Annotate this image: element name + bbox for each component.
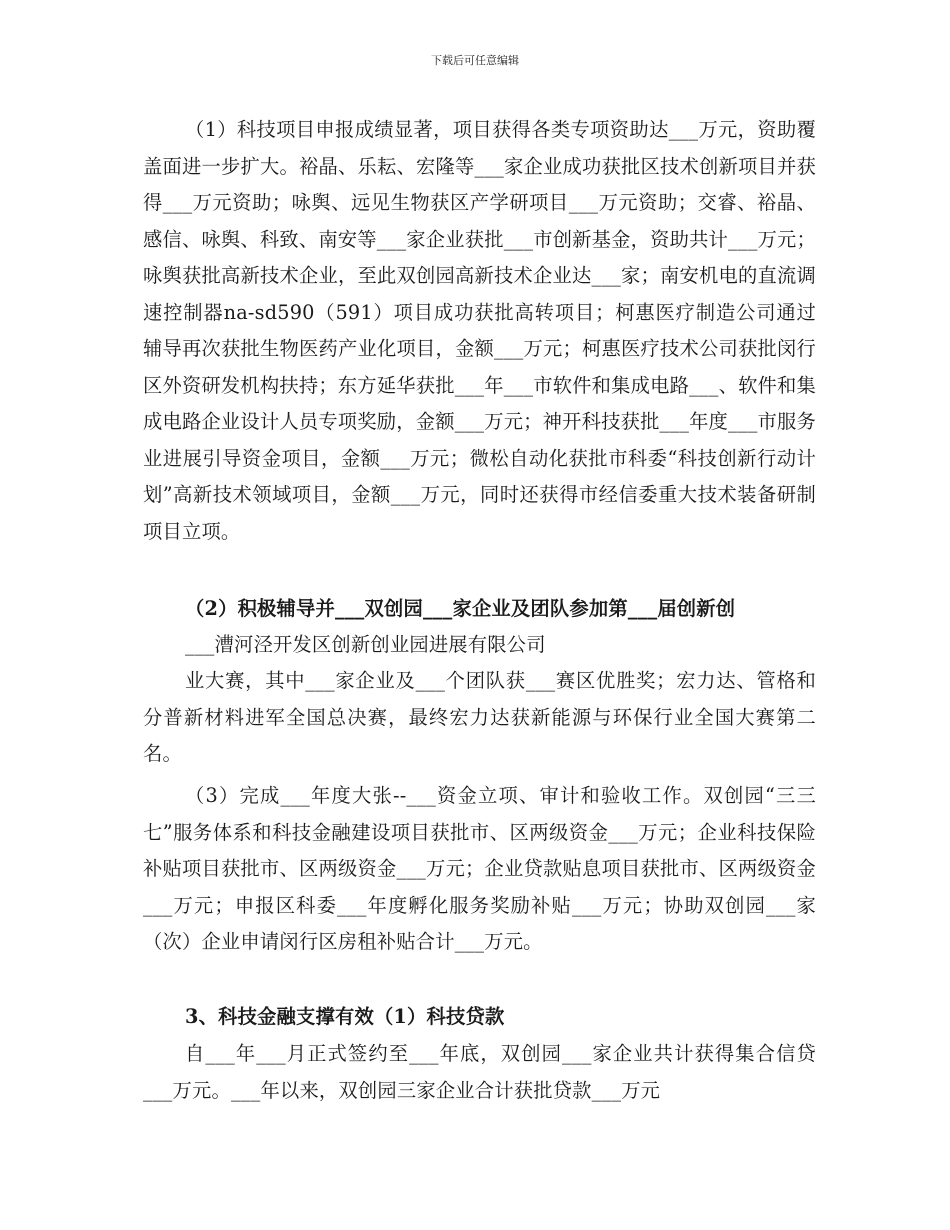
section-heading-tech-finance: 3、科技金融支撑有效（1）科技贷款	[185, 1005, 505, 1028]
paragraph-tech-projects: （1）科技项目申报成绩显著，项目获得各类专项资助达___万元，资助覆盖面进一步扩大。裕晶、乐耘、宏隆等___家企业成功获批区技术创新项目并获得___万元资助；咏舆、远见生物获区产学研项目___万元资助；交睿、裕晶、感信、咏舆、科致、南安等___家企业获批___市创新基金，资助共计___万元；咏舆获批高新技术企业，至此双创园高新技术企业达___家；南安机电的直流调速控制器na-sd590（591）项目成功获批高转项目；柯惠医疗制造公司通过辅导再次获批生物医药产业化项目，金额___万元；柯惠医疗技术公司获批闵行区外资研发机构扶持；东方延华获批___年___市软件和集成电路___、软件和集成电路企业设计人员专项奖励，金额___万元；神开科技获批___年度___市服务业进展引导资金项目，金额___万元；微松自动化获批市科委“科技创新行动计划”高新技术领域项目，金额___万元，同时还获得市经信委重大技术装备研制项目立项。	[143, 118, 816, 543]
paragraph-competition-heading: （2）积极辅导并___双创园___家企业及团队参加第___届创新创	[185, 597, 736, 620]
page-header: 下载后可任意编辑	[431, 54, 519, 67]
paragraph-funding-approval: （3）完成___年度大张--___资金立项、审计和验收工作。双创园“三三七”服务体系和科技金融建设项目获批市、区两级资金___万元；企业科技保险补贴项目获批市、区两级资金___万元；企业贷款贴息项目获批市、区两级资金___万元；申报区科委___年度孵化服务奖励补贴___万元；协助双创园___家（次）企业申请闵行区房租补贴合计___万元。	[143, 784, 816, 953]
company-name-line: ___漕河泾开发区创新创业园进展有限公司	[185, 633, 546, 656]
paragraph-competition-results: 业大赛，其中___家企业及___个团队获___赛区优胜奖；宏力达、管格和分普新材料进军全国总决赛，最终宏力达获新能源与环保行业全国大赛第二名。	[143, 669, 816, 765]
paragraph-tech-loans: 自___年___月正式签约至___年底，双创园___家企业共计获得集合信贷___万元。___年以来，双创园三家企业合计获批贷款___万元	[143, 1042, 816, 1102]
